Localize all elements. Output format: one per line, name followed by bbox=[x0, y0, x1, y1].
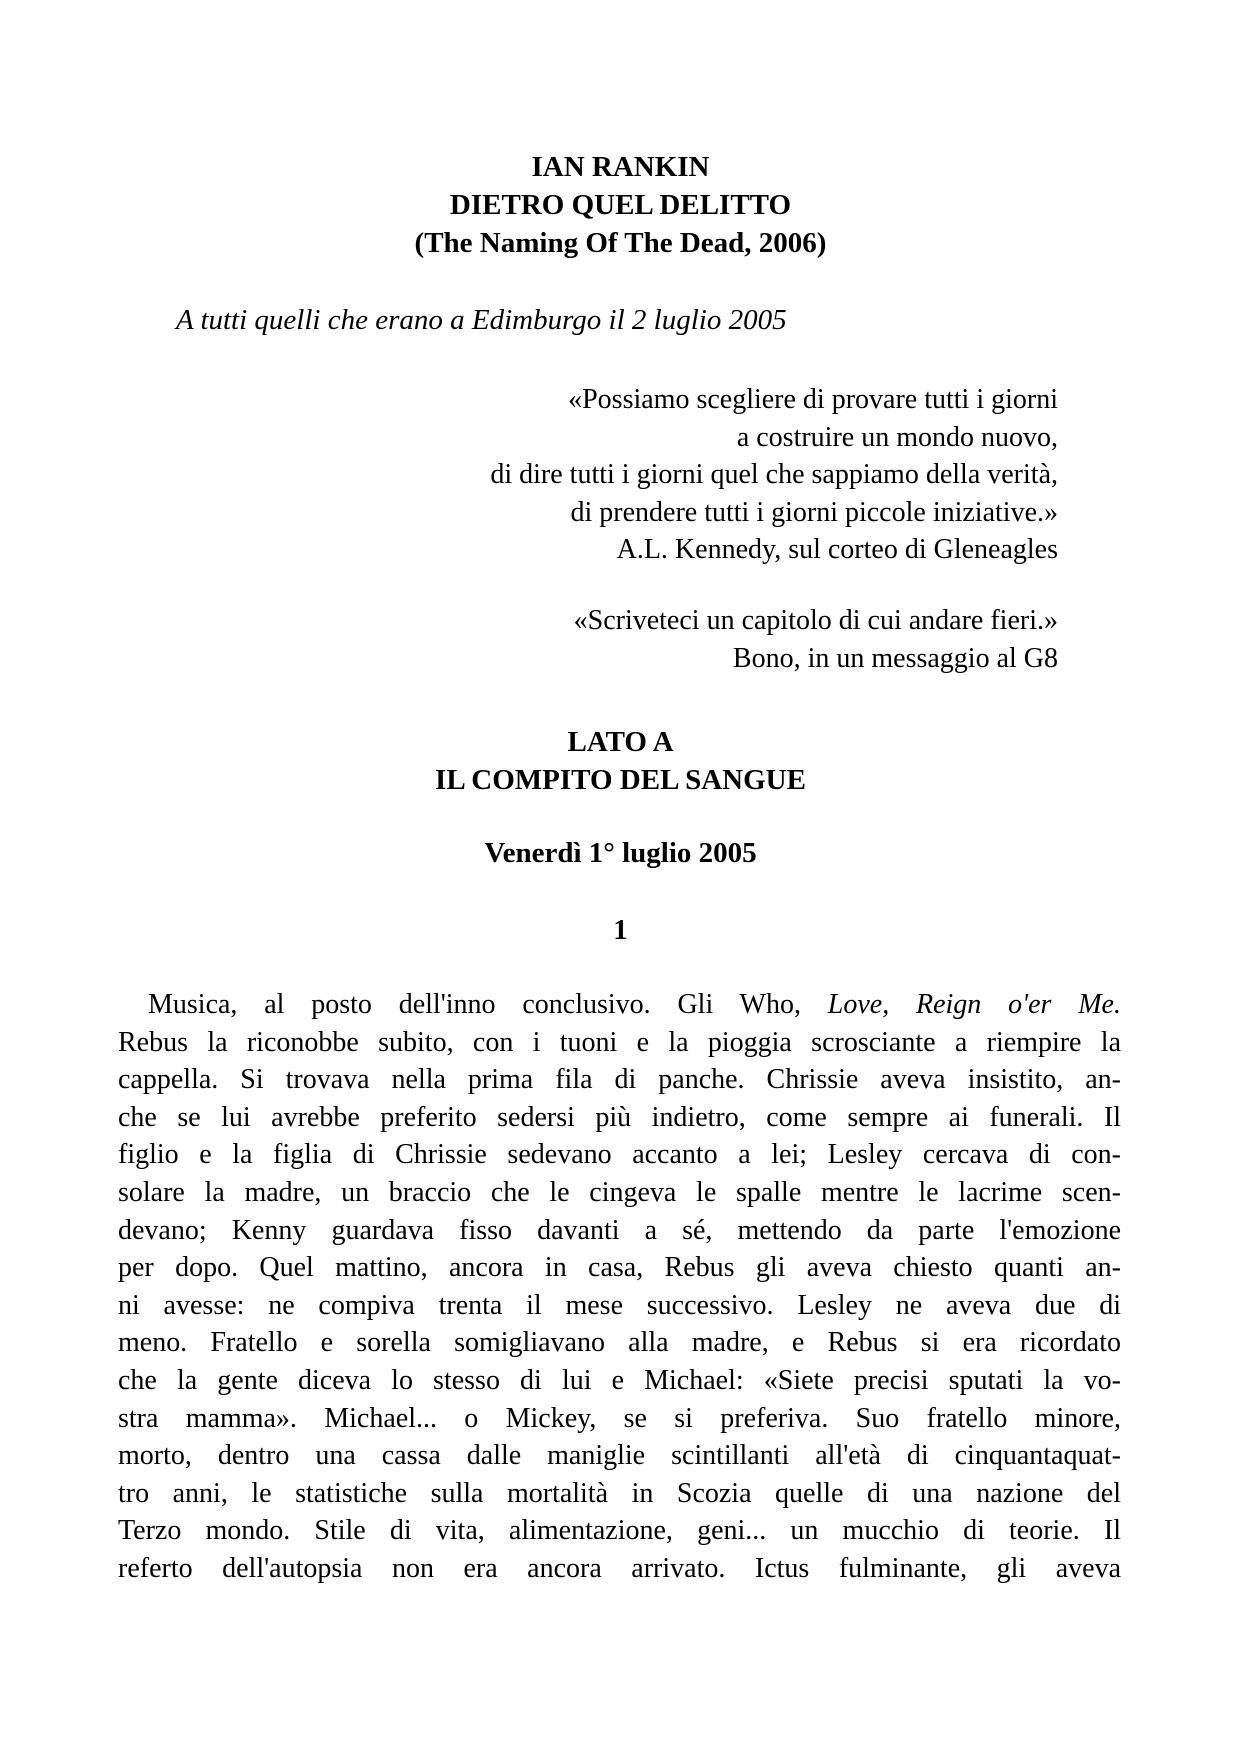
epigraph-attribution: Bono, in un messaggio al G8 bbox=[732, 642, 1058, 674]
dedication: A tutti quelli che erano a Edimburgo il 2 luglio 2005 bbox=[176, 304, 787, 336]
part-label: LATO A bbox=[567, 726, 674, 758]
body-line: referto dell'autopsia non era ancora arrivato. Ictus fulminante, gli aveva bbox=[118, 1552, 1121, 1584]
body-line: cappella. Si trovava nella prima fila di panche. Chrissie aveva insistito, an- bbox=[118, 1064, 1121, 1096]
body-line-prefix: Musica, al posto dell'inno conclusivo. Gli Who, bbox=[148, 989, 828, 1020]
body-line: che la gente diceva lo stesso di lui e Michael: «Siete precisi sputati la vo- bbox=[118, 1364, 1121, 1396]
song-title: Love, Reign o'er Me. bbox=[827, 989, 1121, 1020]
book-title: DIETRO QUEL DELITTO bbox=[449, 189, 792, 221]
original-title: (The Naming Of The Dead, 2006) bbox=[414, 227, 827, 259]
body-line: tro anni, le statistiche sulla mortalità in Scozia quelle di una nazione del bbox=[118, 1477, 1121, 1509]
epigraph-bono bbox=[574, 602, 1058, 677]
body-line: devano; Kenny guardava fisso davanti a sé, mettendo da parte l'emozione bbox=[118, 1214, 1121, 1246]
part-heading bbox=[0, 723, 1241, 799]
body-line: che se lui avrebbe preferito sedersi più indietro, come sempre ai funerali. Il bbox=[118, 1101, 1121, 1133]
epigraph-attribution: A.L. Kennedy, sul corteo di Gleneagles bbox=[616, 534, 1058, 565]
epigraph-line: «Scriveteci un capitolo di cui andare fieri.» bbox=[573, 605, 1058, 636]
epigraph-kennedy bbox=[490, 381, 1058, 569]
author-name: IAN RANKIN bbox=[531, 151, 710, 183]
body-line: meno. Fratello e sorella somigliavano alla madre, e Rebus si era ricordato bbox=[118, 1327, 1121, 1359]
title-block bbox=[0, 148, 1241, 262]
chapter-body bbox=[118, 986, 1121, 1588]
body-line: Rebus la riconobbe subito, con i tuoni e la pioggia scrosciante a riempire la bbox=[118, 1026, 1121, 1058]
body-line: morto, dentro una cassa dalle maniglie scintillanti all'età di cinquantaquat- bbox=[118, 1440, 1121, 1472]
body-line: Terzo mondo. Stile di vita, alimentazione, geni... un mucchio di teorie. Il bbox=[118, 1515, 1121, 1547]
epigraph-line: a costruire un mondo nuovo, bbox=[736, 421, 1058, 453]
body-line: solare la madre, un braccio che le cingeva le spalle mentre le lacrime scen- bbox=[118, 1176, 1121, 1208]
body-line: ni avesse: ne compiva trenta il mese successivo. Lesley ne aveva due di bbox=[118, 1289, 1121, 1321]
chapter-number: 1 bbox=[613, 914, 628, 946]
body-line: per dopo. Quel mattino, ancora in casa, Rebus gli aveva chiesto quanti an- bbox=[118, 1252, 1121, 1284]
epigraph-line: «Possiamo scegliere di provare tutti i giorni bbox=[568, 384, 1058, 415]
body-line-first bbox=[118, 986, 1121, 1024]
body-line: stra mamma». Michael... o Mickey, se si preferiva. Suo fratello minore, bbox=[118, 1402, 1121, 1434]
epigraph-line: di dire tutti i giorni quel che sappiamo della verità, bbox=[490, 459, 1058, 490]
body-line: figlio e la figlia di Chrissie sedevano accanto a lei; Lesley cercava di con- bbox=[118, 1139, 1121, 1171]
epigraph-line: di prendere tutti i giorni piccole iniziative.» bbox=[570, 496, 1058, 528]
part-title: IL COMPITO DEL SANGUE bbox=[435, 764, 806, 796]
date-heading: Venerdì 1° luglio 2005 bbox=[484, 837, 757, 869]
